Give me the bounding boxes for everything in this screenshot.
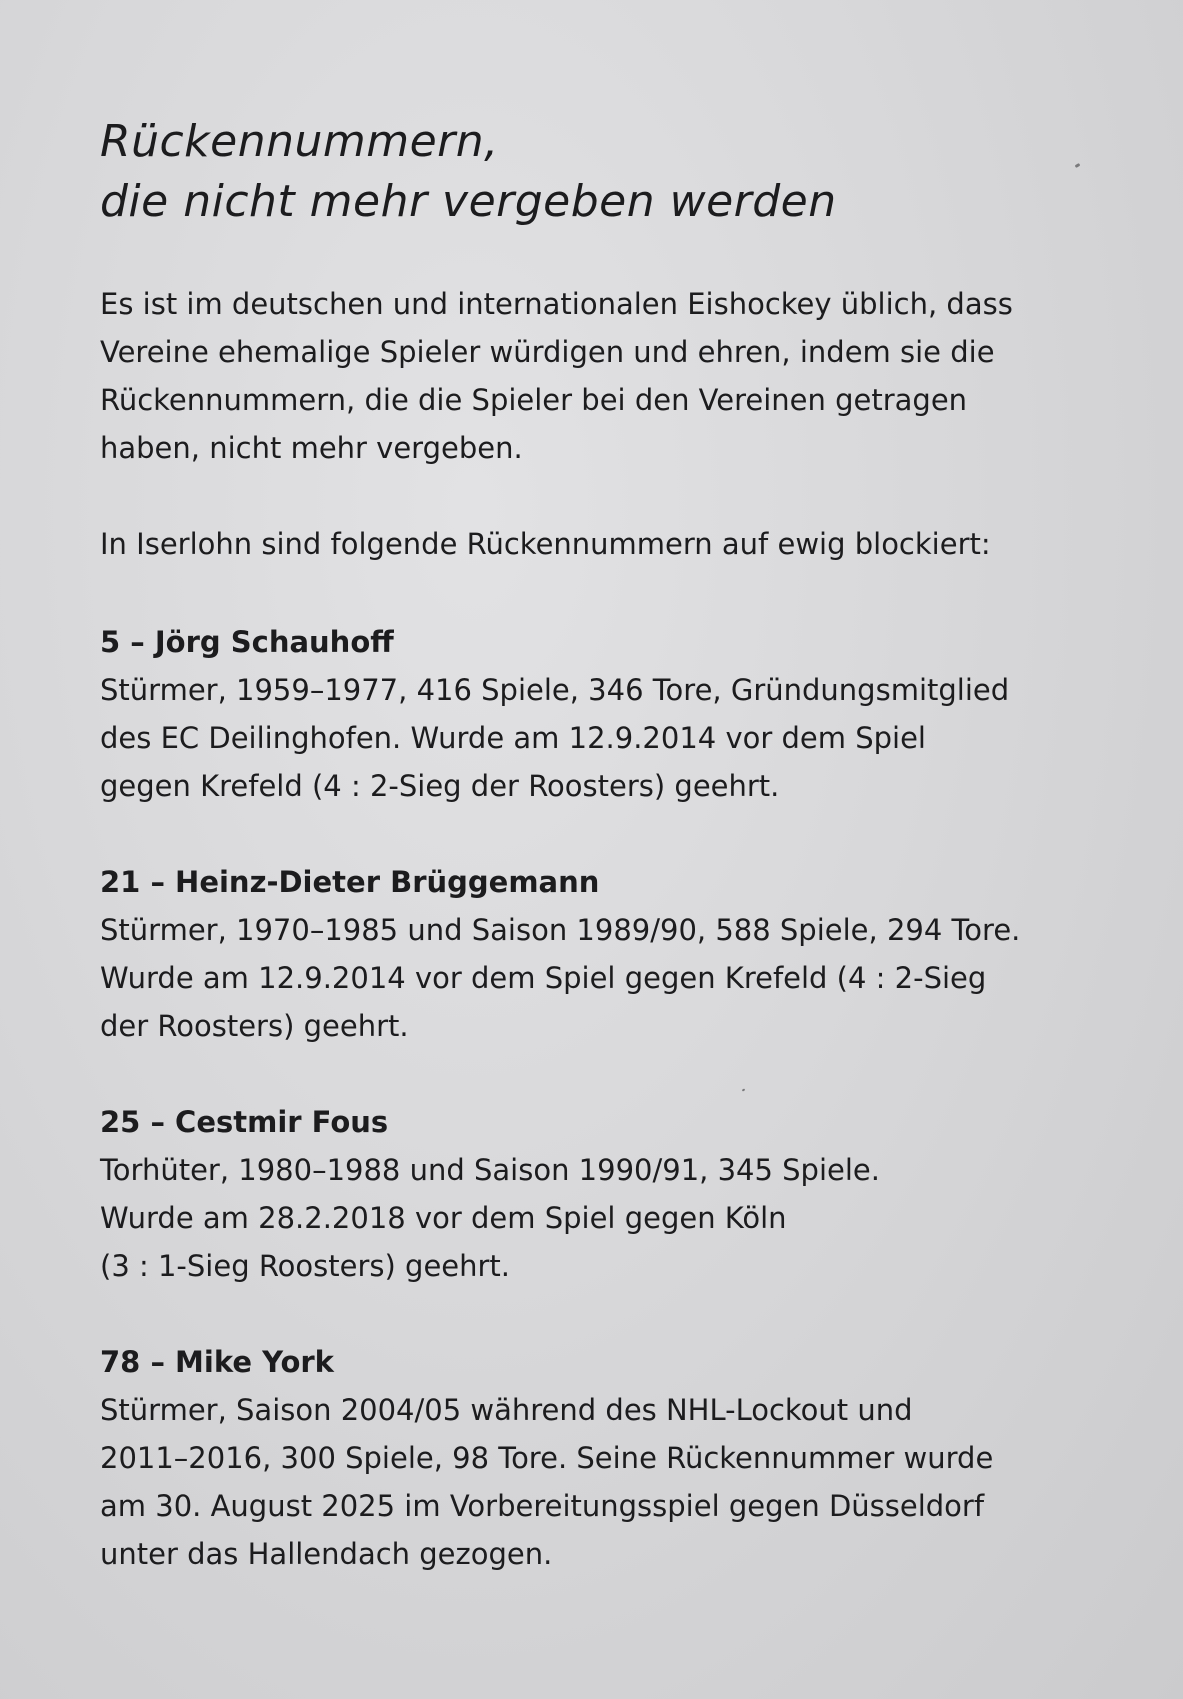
- entry-body: [100, 906, 1100, 1050]
- entry-line: Stürmer, 1959–1977, 416 Spiele, 346 Tore, Gründungsmitglied: [100, 673, 1010, 707]
- entry-heading: 5 – Jörg Schauhoff: [100, 625, 394, 659]
- entry-5: [100, 618, 1100, 810]
- intro-paragraph: Es ist im deutschen und internationalen Eishockey üblich, dass Vereine ehemalige Spieler würdigen und ehren, indem sie die Rückennummern, die die Spieler bei den Vereinen getragen haben, nicht mehr vergeben.: [100, 287, 1013, 465]
- entry-line: der Roosters) geehrt.: [100, 1009, 409, 1043]
- entry-line: am 30. August 2025 im Vorbereitungsspiel gegen Düsseldorf: [100, 1489, 985, 1523]
- entry-line: gegen Krefeld (4 : 2-Sieg der Roosters) geehrt.: [100, 769, 780, 803]
- entry-line: unter das Hallendach gezogen.: [100, 1537, 553, 1571]
- entry-78: [100, 1338, 1100, 1578]
- entry-25: [100, 1098, 1100, 1290]
- title-line-1: Rückennummern,: [100, 116, 499, 167]
- page-title: [100, 112, 1100, 232]
- entry-line: Stürmer, 1970–1985 und Saison 1989/90, 588 Spiele, 294 Tore.: [100, 913, 1021, 947]
- entry-body: [100, 666, 1100, 810]
- entry-body: [100, 1146, 1100, 1290]
- entry-line: Wurde am 28.2.2018 vor dem Spiel gegen Köln: [100, 1201, 787, 1235]
- entry-heading: 78 – Mike York: [100, 1345, 334, 1379]
- entry-heading: 21 – Heinz-Dieter Brüggemann: [100, 865, 600, 899]
- title-line-2: die nicht mehr vergeben werden: [100, 176, 837, 227]
- entry-line: (3 : 1-Sieg Roosters) geehrt.: [100, 1249, 511, 1283]
- entry-line: Wurde am 12.9.2014 vor dem Spiel gegen Krefeld (4 : 2-Sieg: [100, 961, 987, 995]
- entry-21: [100, 858, 1100, 1050]
- entry-line: des EC Deilinghofen. Wurde am 12.9.2014 vor dem Spiel: [100, 721, 926, 755]
- panel-content: [100, 112, 1100, 1626]
- entry-body: [100, 1386, 1100, 1578]
- entry-heading: 25 – Cestmir Fous: [100, 1105, 389, 1139]
- entry-line: Stürmer, Saison 2004/05 während des NHL-Lockout und: [100, 1393, 913, 1427]
- entry-line: 2011–2016, 300 Spiele, 98 Tore. Seine Rückennummer wurde: [100, 1441, 994, 1475]
- entry-line: Torhüter, 1980–1988 und Saison 1990/91, 345 Spiele.: [100, 1153, 880, 1187]
- lead-paragraph: In Iserlohn sind folgende Rückennummern auf ewig blockiert:: [100, 527, 991, 561]
